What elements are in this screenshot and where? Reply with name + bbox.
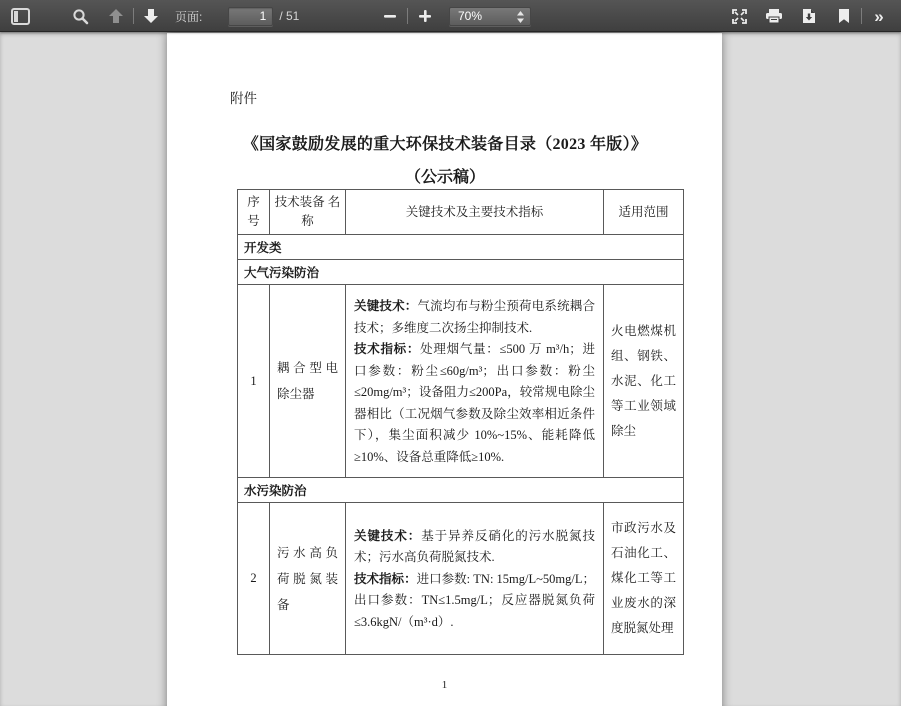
key-tech-text: 基于异养反硝化的污水脱氮技术；污水高负荷脱氮技术. (354, 528, 595, 565)
document-content (167, 33, 722, 706)
search-button[interactable] (66, 4, 94, 29)
page-number-footer: 1 (441, 679, 448, 691)
page-count-label: / 51 (279, 9, 300, 23)
section-row-water-pollution (238, 478, 684, 503)
key-tech-cell (346, 285, 604, 478)
row-index: 1 (238, 285, 270, 478)
key-tech-label: 关键技术： (354, 528, 422, 543)
header-name: 技术装备 名称 (270, 190, 346, 235)
more-tools-icon: » (874, 6, 884, 26)
page-down-button[interactable] (137, 4, 165, 29)
header-scope: 适用范围 (604, 190, 684, 235)
header-tech: 关键技术及主要技术指标 (346, 190, 604, 235)
table-header-row (238, 190, 684, 235)
sidebar-toggle-button[interactable] (6, 4, 34, 29)
indicator-label: 技术指标： (354, 571, 417, 586)
bookmark-button[interactable] (830, 4, 858, 29)
page-down-icon (143, 8, 159, 24)
section-row-air-pollution (238, 260, 684, 285)
equipment-name: 耦合型电除尘器 (270, 285, 346, 478)
table-row (238, 503, 684, 655)
presentation-mode-button[interactable] (725, 4, 753, 29)
sidebar-toggle-icon (11, 8, 30, 25)
zoom-level-select[interactable] (449, 7, 531, 26)
equipment-name: 污水高负荷脱氮装备 (270, 503, 346, 655)
scope-cell: 市政污水及石油化工、煤化工等工业废水的深度脱氮处理 (604, 503, 684, 655)
equipment-catalog-table (237, 189, 684, 655)
toolbar (0, 0, 901, 32)
page-up-icon (108, 8, 124, 24)
bookmark-icon (838, 8, 850, 24)
zoom-spinner-icon (516, 10, 525, 27)
key-tech-text: 气流均布与粉尘预荷电系统耦合技术；多维度二次扬尘抑制技术. (354, 299, 595, 335)
toolbar-left-group (6, 0, 299, 32)
zoom-out-button[interactable] (376, 4, 404, 29)
scope-cell: 火电燃煤机组、钢铁、水泥、化工等工业领域除尘 (604, 285, 684, 478)
more-tools-button[interactable] (865, 4, 893, 29)
download-icon (801, 8, 817, 24)
section-label: 大气污染防治 (238, 260, 684, 285)
table-row (238, 285, 684, 478)
attachment-label: 附件 (230, 91, 257, 106)
indicator-paragraph (354, 339, 595, 468)
document-subtitle: （公示稿） (404, 169, 485, 186)
section-label: 水污染防治 (238, 478, 684, 503)
print-button[interactable] (760, 4, 788, 29)
indicator-paragraph (354, 569, 595, 634)
page-number-input[interactable] (228, 7, 273, 26)
toolbar-separator (861, 8, 862, 24)
key-tech-paragraph (354, 296, 595, 339)
page-up-button[interactable] (102, 4, 130, 29)
key-tech-label: 关键技术： (354, 299, 418, 313)
viewer-area[interactable] (0, 32, 901, 706)
key-tech-paragraph (354, 526, 595, 569)
download-button[interactable] (795, 4, 823, 29)
toolbar-separator (133, 8, 134, 24)
document-title: 《国家鼓励发展的重大环保技术装备目录（2023 年版）》 (242, 136, 648, 153)
toolbar-zoom-group (376, 0, 531, 32)
key-tech-cell (346, 503, 604, 655)
zoom-level-value: 70% (458, 9, 483, 23)
section-label: 开发类 (238, 235, 684, 260)
row-index: 2 (238, 503, 270, 655)
search-icon (72, 8, 89, 25)
zoom-out-icon (383, 9, 397, 23)
zoom-in-icon (418, 9, 432, 23)
toolbar-right-group (725, 0, 893, 32)
indicator-text: 进口参数: TN: 15mg/L~50mg/L；出口参数：TN≤1.5mg/L；反应器脱氮负荷≤3.6kgN/（m³·d）. (354, 571, 595, 629)
section-row-dev-class (238, 235, 684, 260)
indicator-label: 技术指标： (354, 342, 421, 356)
indicator-text: 处理烟气量：≤500 万 m³/h；进口参数：粉尘≤60g/m³；出口参数：粉尘≤20mg/m³；设备阻力≤200Pa，较常规电除尘器相比（工况烟气参数及除尘效率相近条件下），集尘面积减少 10%~15%、能耗降低≥10%、设备总重降低≥10%. (354, 342, 595, 464)
toolbar-separator (407, 8, 408, 24)
header-index: 序 号 (238, 190, 270, 235)
presentation-mode-icon (731, 8, 748, 25)
zoom-in-button[interactable] (411, 4, 439, 29)
document-page (167, 33, 722, 706)
page-number-label: 页面: (175, 9, 203, 24)
print-icon (765, 8, 783, 24)
